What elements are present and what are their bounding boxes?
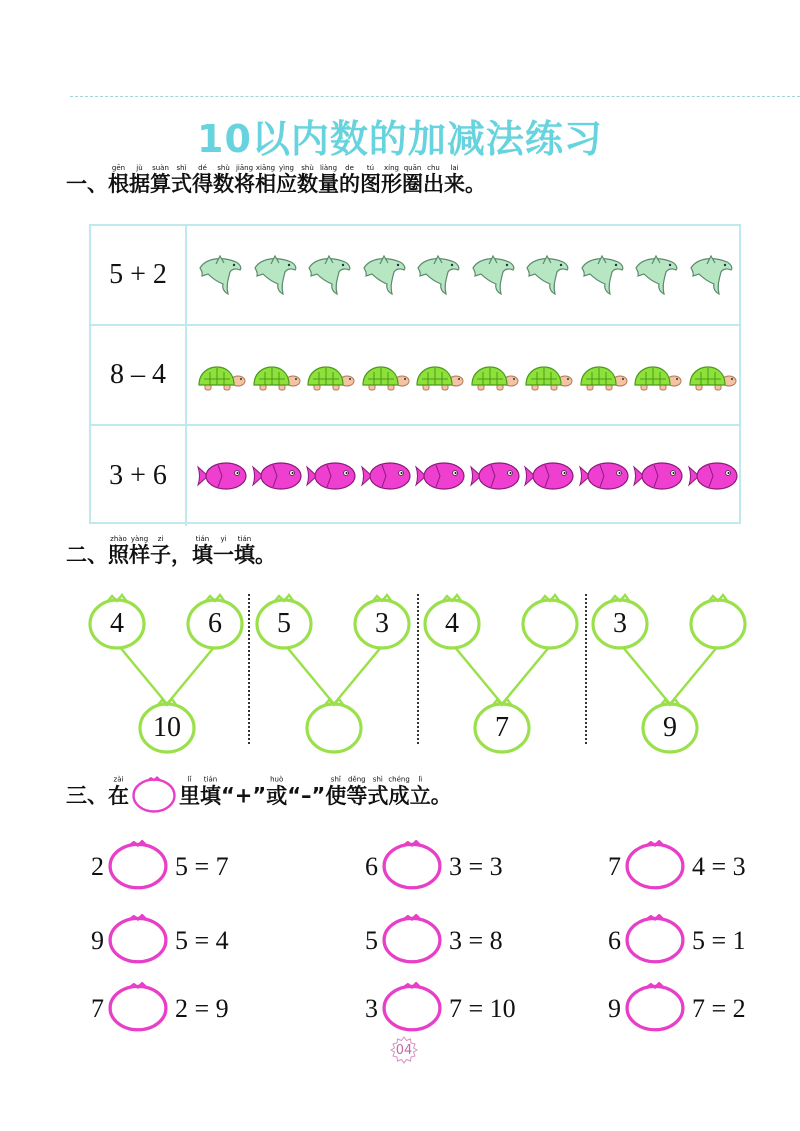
bond-number: 10 <box>153 712 181 743</box>
section-3-instruction <box>66 775 452 818</box>
picture-item[interactable] <box>305 459 357 497</box>
turtle-icon <box>414 364 464 394</box>
instruction-char <box>192 535 213 567</box>
picture-item[interactable] <box>469 459 521 497</box>
char-text: 使 <box>325 783 347 808</box>
char-text: 在 <box>108 783 129 808</box>
char-text: 填 <box>234 543 255 567</box>
instruction-char <box>339 164 360 196</box>
dolphin-icon <box>687 252 735 302</box>
punctuation: 。 <box>465 172 486 196</box>
section-2-instruction <box>66 535 276 569</box>
number-circle-left[interactable] <box>593 600 647 648</box>
picture-item[interactable] <box>687 459 739 497</box>
section-number: 二、 <box>66 543 108 567</box>
dolphin-icon <box>632 252 680 302</box>
number-circle-right[interactable] <box>523 600 577 648</box>
instruction-char <box>108 164 129 196</box>
char-text: 算 <box>150 172 171 196</box>
pinyin: tián <box>234 535 255 543</box>
picture-item[interactable] <box>360 252 408 306</box>
instruction-char <box>318 164 339 196</box>
pinyin: zài <box>108 775 129 784</box>
turtle-icon <box>251 364 301 394</box>
equation-rest: 3 = 8 <box>449 926 503 955</box>
picture-item[interactable] <box>251 252 299 306</box>
number-bond-group <box>87 592 247 760</box>
answer-circle-example <box>131 775 177 818</box>
page-number <box>390 1036 418 1064</box>
char-text: 数 <box>297 172 318 196</box>
pinyin: yi <box>213 535 234 543</box>
number-bond-group <box>590 592 750 760</box>
operator-answer-circle[interactable] <box>624 980 686 1036</box>
dolphin-icon <box>578 252 626 302</box>
char-text: 相 <box>255 172 276 196</box>
pictures-cell[interactable] <box>191 226 739 324</box>
instruction-char <box>200 775 221 808</box>
instruction-char <box>108 535 129 567</box>
picture-table <box>89 224 741 524</box>
instruction-char <box>266 775 288 808</box>
bond-number: 3 <box>375 608 389 639</box>
turtle-icon <box>469 364 519 394</box>
turtle-icon <box>578 364 628 394</box>
pinyin: liàng <box>318 164 339 172</box>
instruction-char <box>346 775 368 808</box>
bond-number: 9 <box>663 712 677 743</box>
char-text: 式 <box>367 783 389 808</box>
turtle-icon <box>196 364 246 394</box>
char-text: 圈 <box>402 172 423 196</box>
operator-answer-circle[interactable] <box>381 838 443 894</box>
turtle-icon <box>305 364 355 394</box>
pinyin: chéng <box>388 775 410 784</box>
instruction-char <box>360 164 381 196</box>
section-number: 一、 <box>66 172 108 196</box>
char-text: 根 <box>108 172 129 196</box>
dotted-separator <box>248 594 250 744</box>
pinyin: yàng <box>129 535 150 543</box>
equation <box>91 912 271 970</box>
fish-icon <box>305 459 357 493</box>
pinyin: chu <box>423 164 444 172</box>
pinyin: shù <box>297 164 318 172</box>
instruction-char <box>150 535 171 567</box>
turtle-icon <box>360 364 410 394</box>
picture-item[interactable] <box>305 364 355 398</box>
pinyin: lai <box>444 164 465 172</box>
table-row <box>91 426 739 526</box>
equation-rest: 4 = 3 <box>692 852 746 881</box>
char-text: 应 <box>276 172 297 196</box>
picture-item[interactable] <box>523 364 573 398</box>
turtle-icon <box>632 364 682 394</box>
bond-number: 5 <box>277 608 291 639</box>
number-circle-bottom[interactable] <box>475 704 529 752</box>
char-text: 成 <box>388 783 410 808</box>
pinyin: huò <box>266 775 288 784</box>
dolphin-icon <box>196 252 244 302</box>
instruction-char <box>367 775 389 808</box>
char-text: 照 <box>108 543 129 567</box>
operator-answer-circle[interactable] <box>624 912 686 968</box>
equation <box>91 838 271 896</box>
page-title: 10以内数的加减法练习 <box>197 117 603 161</box>
picture-item[interactable] <box>687 252 735 306</box>
instruction-char <box>150 164 171 196</box>
char-text: 据 <box>129 172 150 196</box>
char-text: 填 <box>192 543 213 567</box>
instruction-char <box>381 164 402 196</box>
pinyin: tián <box>200 775 221 784</box>
page-number-text: 04 <box>395 1042 413 1058</box>
tomato-circle-icon <box>381 912 443 964</box>
number-circle-bottom[interactable] <box>643 704 697 752</box>
picture-item[interactable] <box>196 252 244 306</box>
instruction-char <box>108 775 129 808</box>
tomato-circle-icon <box>107 980 169 1032</box>
number-circle-right[interactable] <box>188 600 242 648</box>
section-number: 三、 <box>66 783 108 808</box>
fish-icon <box>632 459 684 493</box>
pinyin: suàn <box>150 164 171 172</box>
instruction-char <box>129 535 150 567</box>
dolphin-icon <box>360 252 408 302</box>
char-text: 的 <box>339 172 360 196</box>
picture-item[interactable] <box>414 459 466 497</box>
char-text: 等 <box>346 783 368 808</box>
pinyin: shì <box>171 164 192 172</box>
operator-answer-circle[interactable] <box>107 912 169 968</box>
picture-item[interactable] <box>523 252 571 306</box>
picture-item[interactable] <box>578 459 630 497</box>
dolphin-icon <box>414 252 462 302</box>
top-dashed-rule <box>70 96 800 97</box>
bond-number: 4 <box>445 608 459 639</box>
instruction-char <box>213 535 234 567</box>
equation-rest: 3 = 3 <box>449 852 503 881</box>
instruction-char <box>255 164 276 196</box>
pinyin: zi <box>150 535 171 543</box>
char-text: 来 <box>444 172 465 196</box>
expression-cell: 3 + 6 <box>91 426 187 526</box>
dotted-separator <box>585 594 587 744</box>
pinyin: shì <box>367 775 389 784</box>
picture-item[interactable] <box>414 364 464 398</box>
char-text: 形 <box>381 172 402 196</box>
bond-number: 4 <box>110 608 124 639</box>
pinyin: xíng <box>381 164 402 172</box>
char-text: 填 <box>200 783 221 808</box>
picture-item[interactable] <box>469 364 519 398</box>
dolphin-icon <box>523 252 571 302</box>
equation-rest: 7 = 2 <box>692 994 746 1023</box>
equation-rest: 5 = 1 <box>692 926 746 955</box>
minus-sign-text: “–” <box>287 783 326 808</box>
expression-cell: 8 – 4 <box>91 326 187 424</box>
equation <box>365 838 545 896</box>
number-circle-left[interactable] <box>257 600 311 648</box>
tomato-circle-icon <box>381 980 443 1032</box>
picture-item[interactable] <box>251 459 303 497</box>
instruction-char <box>171 164 192 196</box>
picture-item[interactable] <box>632 459 684 497</box>
picture-item[interactable] <box>578 364 628 398</box>
char-text: 里 <box>179 783 200 808</box>
expression-cell: 5 + 2 <box>91 226 187 324</box>
picture-item[interactable] <box>196 459 248 497</box>
pinyin: zhào <box>108 535 129 543</box>
operator-answer-circle[interactable] <box>624 838 686 894</box>
dolphin-icon <box>251 252 299 302</box>
picture-item[interactable] <box>632 252 680 306</box>
char-text: 出 <box>423 172 444 196</box>
pinyin: tián <box>192 535 213 543</box>
pinyin: shù <box>213 164 234 172</box>
number-bond-group <box>254 592 414 760</box>
fish-icon <box>687 459 739 493</box>
pinyin: quān <box>402 164 423 172</box>
equation-operand: 3 <box>365 994 378 1023</box>
turtle-icon <box>687 364 737 394</box>
pinyin: dé <box>192 164 213 172</box>
pinyin: xiāng <box>255 164 276 172</box>
pinyin: de <box>339 164 360 172</box>
equation-operand: 9 <box>608 994 621 1023</box>
char-text: 得 <box>192 172 213 196</box>
operator-answer-circle[interactable] <box>381 912 443 968</box>
tomato-circle-icon <box>107 912 169 964</box>
pinyin: gēn <box>108 164 129 172</box>
tomato-circle-icon <box>381 838 443 890</box>
pinyin: shǐ <box>325 775 347 784</box>
char-text: 样 <box>129 543 150 567</box>
equation-operand: 2 <box>91 852 104 881</box>
fish-icon <box>196 459 248 493</box>
char-text: 式 <box>171 172 192 196</box>
section-1-instruction <box>66 164 486 198</box>
instruction-char <box>297 164 318 196</box>
instruction-char <box>192 164 213 196</box>
tomato-circle-icon <box>624 838 686 890</box>
plus-sign-text: “+” <box>221 783 267 808</box>
bond-number: 3 <box>613 608 627 639</box>
picture-item[interactable] <box>687 364 737 398</box>
equation <box>608 980 788 1038</box>
picture-item[interactable] <box>305 252 353 306</box>
equation-rest: 5 = 7 <box>175 852 229 881</box>
instruction-char <box>423 164 444 196</box>
equation-rest: 5 = 4 <box>175 926 229 955</box>
char-text: 图 <box>360 172 381 196</box>
char-text: 将 <box>234 172 255 196</box>
equation <box>91 980 271 1038</box>
pinyin: yìng <box>276 164 297 172</box>
tomato-circle-icon <box>624 912 686 964</box>
equation-rest: 2 = 9 <box>175 994 229 1023</box>
equation <box>608 912 788 970</box>
equation-operand: 7 <box>608 852 621 881</box>
picture-item[interactable] <box>414 252 462 306</box>
equation <box>608 838 788 896</box>
turtle-icon <box>523 364 573 394</box>
instruction-char <box>179 775 200 808</box>
instruction-char <box>402 164 423 196</box>
punctuation: ， <box>171 543 192 567</box>
operator-answer-circle[interactable] <box>107 980 169 1036</box>
fish-icon <box>578 459 630 493</box>
equation <box>365 980 545 1038</box>
fish-icon <box>360 459 412 493</box>
tomato-circle-icon <box>131 775 177 813</box>
pinyin: děng <box>346 775 368 784</box>
number-circle-left[interactable] <box>90 600 144 648</box>
fish-icon <box>523 459 575 493</box>
number-circle-bottom[interactable] <box>307 704 361 752</box>
number-circle-right[interactable] <box>691 600 745 648</box>
fish-icon <box>414 459 466 493</box>
fish-icon <box>251 459 303 493</box>
operator-answer-circle[interactable] <box>107 838 169 894</box>
picture-item[interactable] <box>632 364 682 398</box>
bond-number: 7 <box>495 712 509 743</box>
char-text: 一 <box>213 543 234 567</box>
equation <box>365 912 545 970</box>
tomato-circle-icon <box>624 980 686 1032</box>
dolphin-icon <box>305 252 353 302</box>
pinyin: jiāng <box>234 164 255 172</box>
dotted-separator <box>417 594 419 744</box>
char-text: 立 <box>409 783 431 808</box>
fish-icon <box>469 459 521 493</box>
picture-item[interactable] <box>196 364 246 398</box>
pinyin: lì <box>409 775 431 784</box>
instruction-char <box>388 775 410 808</box>
pinyin: tú <box>360 164 381 172</box>
table-row <box>91 326 739 426</box>
tomato-circle-icon <box>107 838 169 890</box>
equation-operand: 6 <box>365 852 378 881</box>
number-circle-left[interactable] <box>425 600 479 648</box>
instruction-char <box>409 775 431 808</box>
equation-operand: 7 <box>91 994 104 1023</box>
instruction-char <box>276 164 297 196</box>
pictures-cell[interactable] <box>191 426 739 526</box>
equation-operand: 9 <box>91 926 104 955</box>
number-circle-bottom[interactable] <box>140 704 194 752</box>
instruction-char <box>325 775 347 808</box>
char-text: 数 <box>213 172 234 196</box>
picture-item[interactable] <box>523 459 575 497</box>
picture-item[interactable] <box>360 364 410 398</box>
punctuation: 。 <box>430 783 452 808</box>
equation-operand: 5 <box>365 926 378 955</box>
picture-item[interactable] <box>469 252 517 306</box>
char-text: 或 <box>266 783 288 808</box>
equation-rest: 7 = 10 <box>449 994 516 1023</box>
picture-item[interactable] <box>251 364 301 398</box>
instruction-char <box>444 164 465 196</box>
char-text: 子 <box>150 543 171 567</box>
equation-operand: 6 <box>608 926 621 955</box>
punctuation: 。 <box>255 543 276 567</box>
instruction-char <box>129 164 150 196</box>
bond-number: 6 <box>208 608 222 639</box>
picture-item[interactable] <box>578 252 626 306</box>
table-row <box>91 226 739 326</box>
picture-item[interactable] <box>360 459 412 497</box>
pictures-cell[interactable] <box>191 326 739 424</box>
operator-answer-circle[interactable] <box>381 980 443 1036</box>
pinyin: jù <box>129 164 150 172</box>
number-circle-right[interactable] <box>355 600 409 648</box>
pinyin: lǐ <box>179 775 200 784</box>
instruction-char <box>213 164 234 196</box>
instruction-char <box>234 164 255 196</box>
number-bond-group <box>422 592 582 760</box>
instruction-char <box>234 535 255 567</box>
char-text: 量 <box>318 172 339 196</box>
dolphin-icon <box>469 252 517 302</box>
